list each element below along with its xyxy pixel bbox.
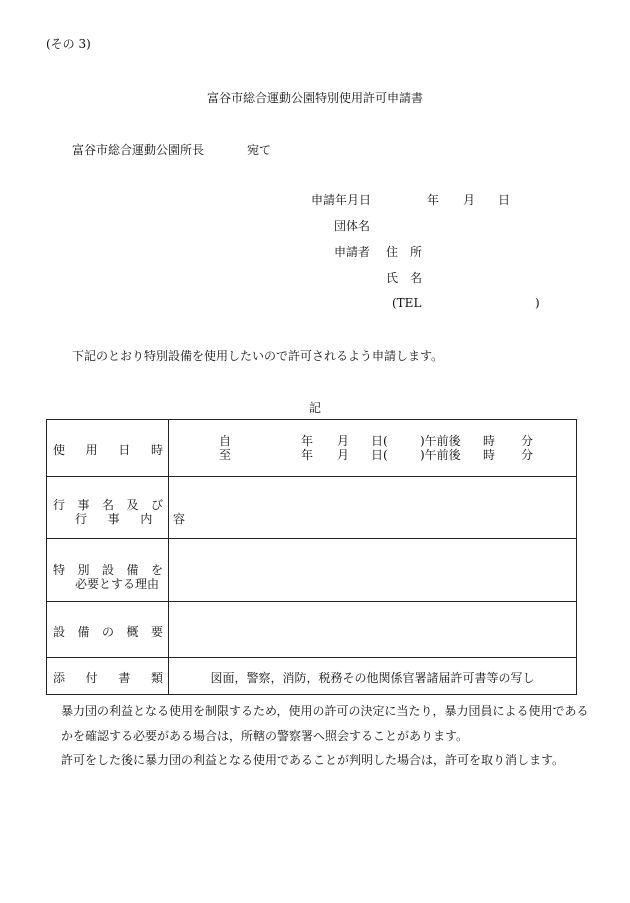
summary-input-area[interactable] [169,602,576,658]
table-row-event [47,477,576,539]
form-number: (その 3) [46,37,91,51]
event-content-label: 行 事 内 容 [75,512,185,526]
name-label: 氏 名 [386,271,423,285]
addressee-suffix: 宛て [247,143,272,157]
table-row-attachments [47,658,576,694]
applicant-label: 申請者 [334,245,371,259]
to-label: 至 [219,448,232,462]
event-input-area[interactable] [169,477,576,539]
equipment-summary-label: 設 備 の 概 要 [53,625,163,639]
tel-open: (TEL [392,296,422,310]
from-label: 自 [219,434,232,448]
table-row-summary [47,602,576,658]
attachments-label: 添 付 書 類 [53,671,163,685]
application-table [46,419,577,695]
note-line-1: 暴力団の利益となる使用を制限するため，使用の許可の決定に当たり，暴力団員による使用である [61,704,589,718]
special-equipment-label: 特 別 設 備 を [53,563,163,577]
application-date-label: 申請年月日 [311,193,372,207]
ki-heading: 記 [308,401,321,415]
event-name-label: 行 事 名 及 び [53,498,163,512]
note-line-2: かを確認する必要がある場合は，所轄の警察署へ照会することがあります。 [61,729,469,743]
addressee: 富谷市総合運動公園所長 [72,143,205,157]
date-year-label: 年 [427,193,440,207]
attachments-value: 図面，警察，消防，税務その他関係官署諸届許可書等の写し [210,671,535,685]
table-row-usage-datetime: 使 用 日 時 自 年 月 日( )午前後 時 分 至 年 月 日( )午前後 時 分 [47,420,576,477]
address-label: 住 所 [386,245,423,259]
date-month-label: 月 [463,193,476,207]
date-day-label: 日 [498,193,511,207]
reason-input-area[interactable] [169,539,576,602]
group-name-label: 団体名 [334,219,371,233]
request-statement: 下記のとおり特別設備を使用したいので許可されるよう申請します。 [72,349,444,363]
reason-label: 必要とする理由 [75,577,160,591]
usage-datetime-label: 使 用 日 時 [53,443,163,457]
table-row-reason [47,539,576,602]
form-title: 富谷市総合運動公園特別使用許可申請書 [206,91,423,105]
note-line-3: 許可をした後に暴力団の利益となる使用であることが判明した場合は，許可を取り消します。 [61,753,565,767]
tel-close: ) [535,296,540,310]
